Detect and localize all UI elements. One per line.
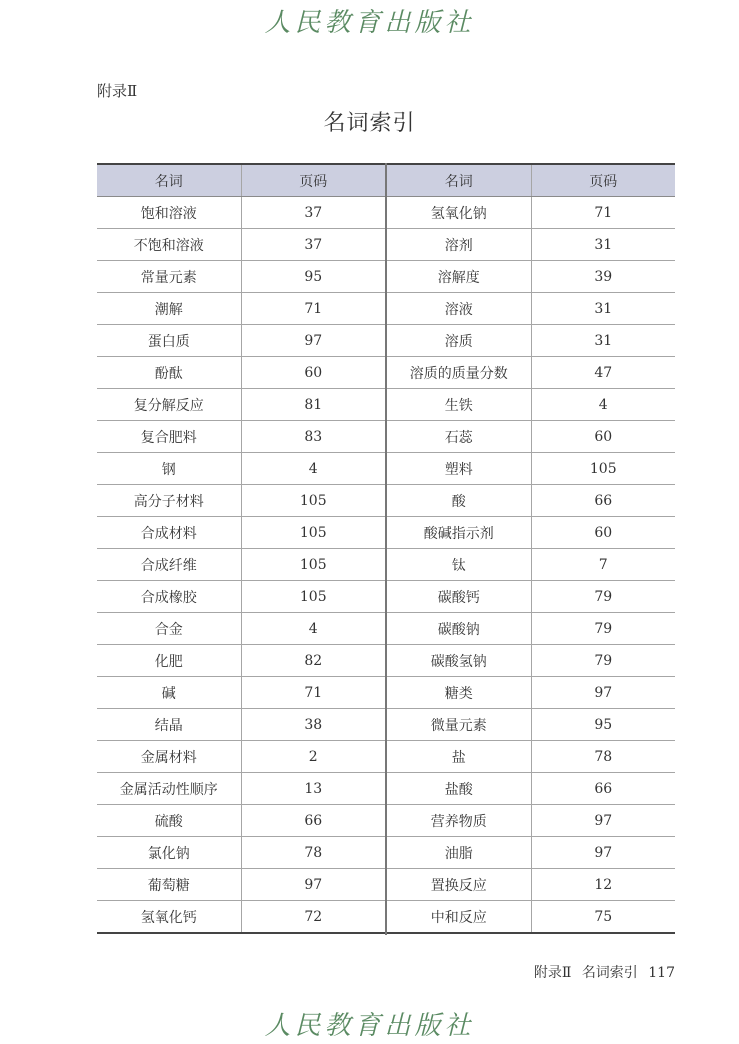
page-footer [528,962,675,982]
page-cell: 31 [531,293,675,325]
page-cell: 60 [241,357,385,389]
term-cell: 置换反应 [387,869,531,901]
table-row [97,453,385,485]
term-cell: 化肥 [97,645,241,677]
table-row [97,357,385,389]
term-cell: 金属活动性顺序 [97,773,241,805]
table-row [387,389,675,421]
term-cell: 合成橡胶 [97,581,241,613]
term-cell: 合金 [97,613,241,645]
term-cell: 油脂 [387,837,531,869]
page-cell: 95 [531,709,675,741]
term-cell: 氢氧化钠 [387,197,531,229]
term-cell: 盐 [387,741,531,773]
right-table-body [387,197,675,934]
page-cell: 79 [531,613,675,645]
page-cell: 78 [531,741,675,773]
page-cell: 37 [241,229,385,261]
term-cell: 微量元素 [387,709,531,741]
table-row [387,453,675,485]
page-cell: 95 [241,261,385,293]
left-table-body [97,197,385,934]
term-cell: 复合肥料 [97,421,241,453]
page-cell: 39 [531,261,675,293]
table-row [97,325,385,357]
term-cell: 酚酞 [97,357,241,389]
page-title: 名词索引 [323,111,416,136]
table-row [97,197,385,229]
term-cell: 饱和溶液 [97,197,241,229]
page-cell: 81 [241,389,385,421]
term-cell: 钢 [97,453,241,485]
header-name: 名词 [387,164,531,197]
table-row [97,421,385,453]
page-cell: 82 [241,645,385,677]
term-cell: 钛 [387,549,531,581]
term-cell: 溶剂 [387,229,531,261]
page-cell: 66 [531,485,675,517]
page-cell: 97 [531,837,675,869]
table-row [97,229,385,261]
table-row [97,805,385,837]
page-cell: 105 [241,485,385,517]
page-cell: 66 [241,805,385,837]
page-cell: 71 [241,293,385,325]
term-cell: 结晶 [97,709,241,741]
page-number: 117 [648,965,675,981]
term-cell: 不饱和溶液 [97,229,241,261]
page-cell: 83 [241,421,385,453]
table-row [97,709,385,741]
term-cell: 高分子材料 [97,485,241,517]
page-cell: 60 [531,517,675,549]
index-table-left [97,163,385,934]
page-cell: 97 [531,805,675,837]
publisher-watermark-top: 人民教育出版社 [264,8,475,38]
term-cell: 合成材料 [97,517,241,549]
term-cell: 糖类 [387,677,531,709]
term-cell: 生铁 [387,389,531,421]
page-cell: 72 [241,901,385,934]
table-row [97,645,385,677]
term-cell: 蛋白质 [97,325,241,357]
page-cell: 105 [531,453,675,485]
term-cell: 石蕊 [387,421,531,453]
page-cell: 105 [241,549,385,581]
page-cell: 75 [531,901,675,934]
page-cell: 71 [531,197,675,229]
table-row [387,613,675,645]
index-table-right [387,163,675,934]
page-cell: 4 [241,453,385,485]
page-cell: 105 [241,581,385,613]
table-row [387,549,675,581]
page-cell: 66 [531,773,675,805]
page-cell: 60 [531,421,675,453]
table-row [387,261,675,293]
term-cell: 葡萄糖 [97,869,241,901]
table-row [97,549,385,581]
table-header-row [387,164,675,197]
page-cell: 97 [241,869,385,901]
table-row [387,773,675,805]
table-row [97,901,385,934]
table-row [97,613,385,645]
term-cell: 中和反应 [387,901,531,934]
page-cell: 105 [241,517,385,549]
page-cell: 78 [241,837,385,869]
term-cell: 碱 [97,677,241,709]
header-page: 页码 [241,164,385,197]
table-row [97,293,385,325]
term-cell: 潮解 [97,293,241,325]
table-row [387,581,675,613]
page-cell: 13 [241,773,385,805]
table-row [387,869,675,901]
page-cell: 7 [531,549,675,581]
table-row [97,773,385,805]
header-name: 名词 [97,164,241,197]
term-cell: 常量元素 [97,261,241,293]
table-row [387,325,675,357]
header-page: 页码 [531,164,675,197]
table-row [387,357,675,389]
table-row [97,741,385,773]
term-cell: 塑料 [387,453,531,485]
term-cell: 营养物质 [387,805,531,837]
table-row [387,197,675,229]
table-row [387,709,675,741]
term-cell: 溶质的质量分数 [387,357,531,389]
term-cell: 酸 [387,485,531,517]
page-cell: 31 [531,229,675,261]
term-cell: 碳酸氢钠 [387,645,531,677]
term-cell: 溶质 [387,325,531,357]
page-cell: 97 [531,677,675,709]
page-cell: 79 [531,581,675,613]
page-cell: 38 [241,709,385,741]
table-row [387,293,675,325]
term-cell: 氯化钠 [97,837,241,869]
term-cell: 酸碱指示剂 [387,517,531,549]
table-row [387,517,675,549]
term-cell: 溶解度 [387,261,531,293]
table-row [97,517,385,549]
table-row [97,677,385,709]
footer-title: 名词索引 [581,965,638,981]
page-cell: 79 [531,645,675,677]
publisher-watermark-bottom: 人民教育出版社 [264,1011,475,1041]
term-cell: 硫酸 [97,805,241,837]
page-cell: 37 [241,197,385,229]
term-cell: 碳酸钠 [387,613,531,645]
table-row [387,229,675,261]
table-row [97,869,385,901]
table-header-row [97,164,385,197]
table-row [97,485,385,517]
table-row [97,389,385,421]
term-cell: 复分解反应 [97,389,241,421]
table-row [387,677,675,709]
footer-section: 附录Ⅱ [533,965,572,981]
table-row [97,261,385,293]
page-cell: 97 [241,325,385,357]
page-cell: 4 [531,389,675,421]
table-row [387,485,675,517]
page-cell: 47 [531,357,675,389]
term-cell: 金属材料 [97,741,241,773]
page-cell: 71 [241,677,385,709]
term-cell: 溶液 [387,293,531,325]
page-cell: 31 [531,325,675,357]
table-row [387,741,675,773]
table-row [387,901,675,934]
term-cell: 氢氧化钙 [97,901,241,934]
appendix-label: 附录Ⅱ [97,82,138,100]
term-cell: 合成纤维 [97,549,241,581]
page-cell: 12 [531,869,675,901]
page-cell: 4 [241,613,385,645]
term-cell: 盐酸 [387,773,531,805]
table-row [97,581,385,613]
term-cell: 碳酸钙 [387,581,531,613]
table-row [97,837,385,869]
index-tables [97,163,675,935]
table-row [387,805,675,837]
table-row [387,421,675,453]
table-row [387,645,675,677]
page-cell: 2 [241,741,385,773]
table-row [387,837,675,869]
